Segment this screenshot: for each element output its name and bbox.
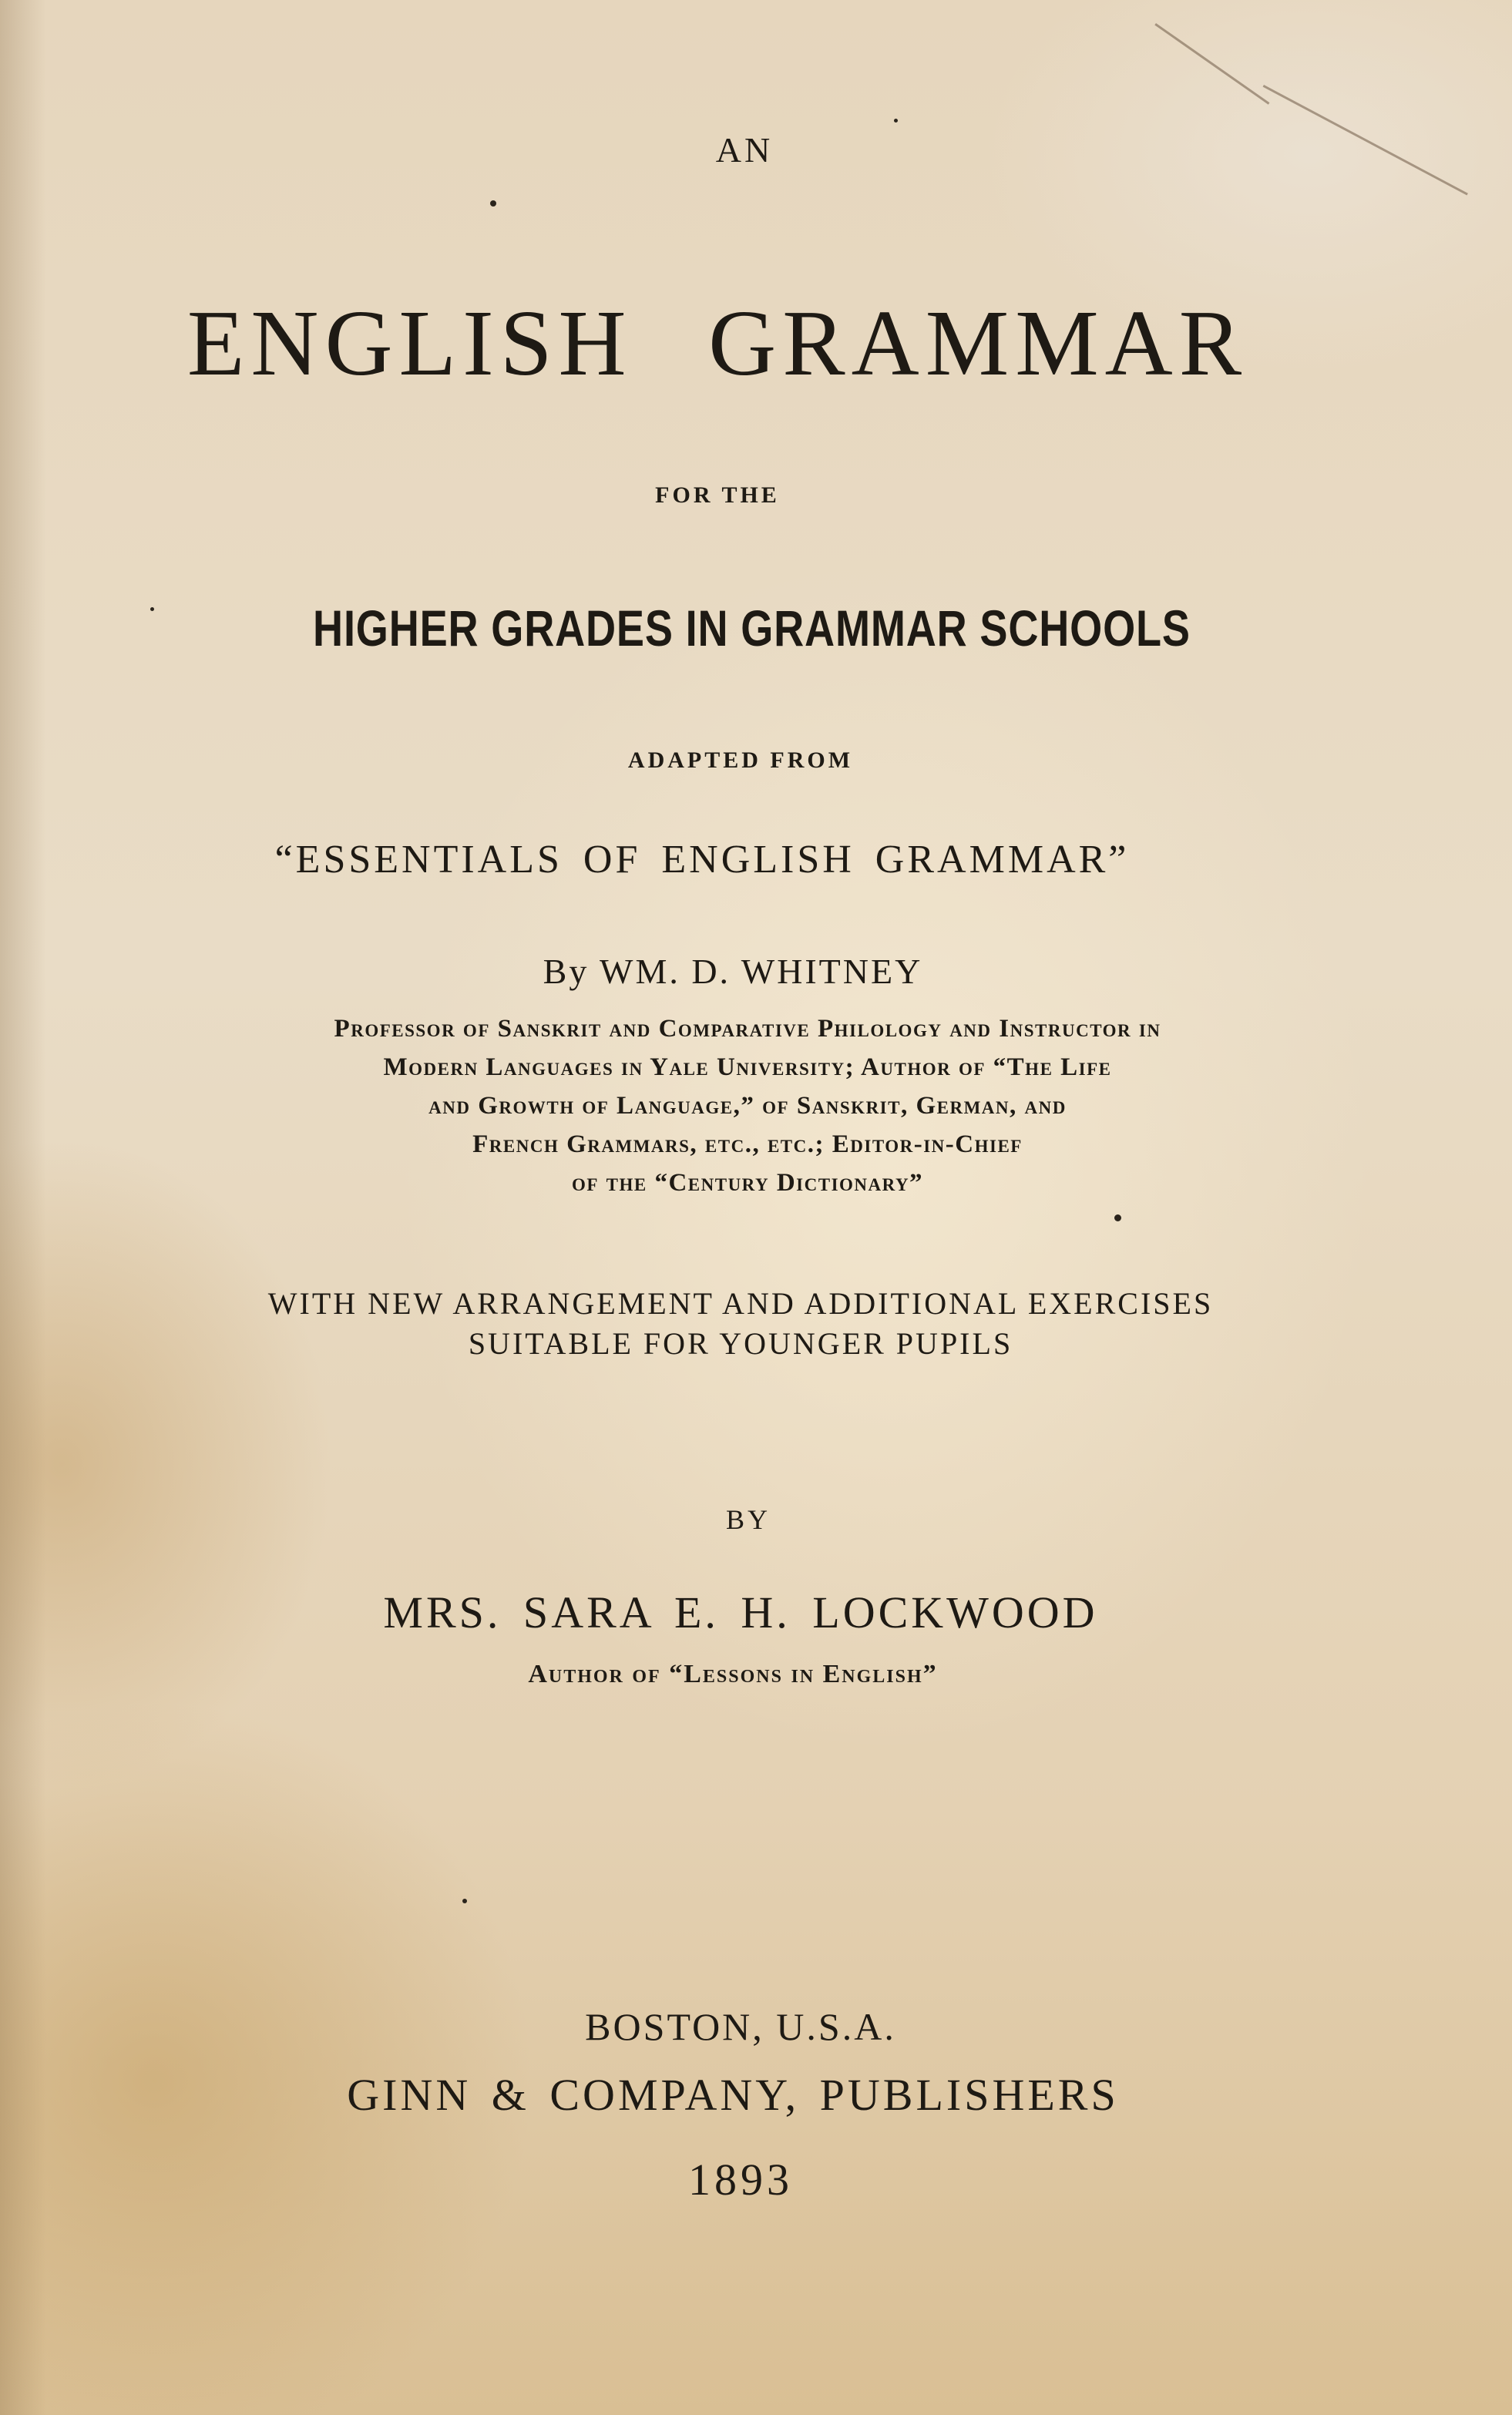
by-label: BY bbox=[725, 1504, 771, 1535]
affiliation-line: of the “Century Dictionary” bbox=[571, 1169, 924, 1197]
title-prefix: AN bbox=[715, 130, 774, 170]
affiliation-line: and Growth of Language,” of Sanskrit, German, and bbox=[428, 1092, 1067, 1120]
source-title: “ESSENTIALS OF ENGLISH GRAMMAR” bbox=[274, 838, 1130, 882]
publication-place: BOSTON, U.S.A. bbox=[585, 2005, 896, 2048]
for-the-label: FOR THE bbox=[655, 482, 780, 508]
affiliation-line: Modern Languages in Yale University; Author of “The Life bbox=[383, 1053, 1112, 1081]
ink-speck bbox=[1114, 1214, 1121, 1221]
ink-speck bbox=[490, 200, 496, 207]
arrangement-note-line: SUITABLE FOR YOUNGER PUPILS bbox=[468, 1326, 1013, 1361]
author-note: Author of “Lessons in English” bbox=[528, 1660, 938, 1688]
source-author-affiliation bbox=[77, 1009, 1418, 1202]
affiliation-line: French Grammars, etc., etc.; Editor-in-Chief bbox=[472, 1130, 1023, 1158]
adapted-from-label: ADAPTED FROM bbox=[627, 747, 854, 773]
source-author: By WM. D. WHITNEY bbox=[543, 952, 923, 991]
paper-tear bbox=[1154, 23, 1269, 105]
page-title: ENGLISH GRAMMAR bbox=[186, 291, 1248, 395]
author-name: MRS. SARA E. H. LOCKWOOD bbox=[383, 1587, 1098, 1637]
publication-year: 1893 bbox=[688, 2155, 793, 2205]
ink-speck bbox=[462, 1899, 467, 1903]
publisher-name: GINN & COMPANY, PUBLISHERS bbox=[347, 2070, 1119, 2120]
ink-speck bbox=[894, 119, 898, 123]
arrangement-note-line: WITH NEW ARRANGEMENT AND ADDITIONAL EXERCISES bbox=[267, 1286, 1214, 1321]
audience-line: HIGHER GRADES IN GRAMMAR SCHOOLS bbox=[313, 600, 1191, 657]
affiliation-line: Professor of Sanskrit and Comparative Philology and Instructor in bbox=[334, 1015, 1161, 1043]
